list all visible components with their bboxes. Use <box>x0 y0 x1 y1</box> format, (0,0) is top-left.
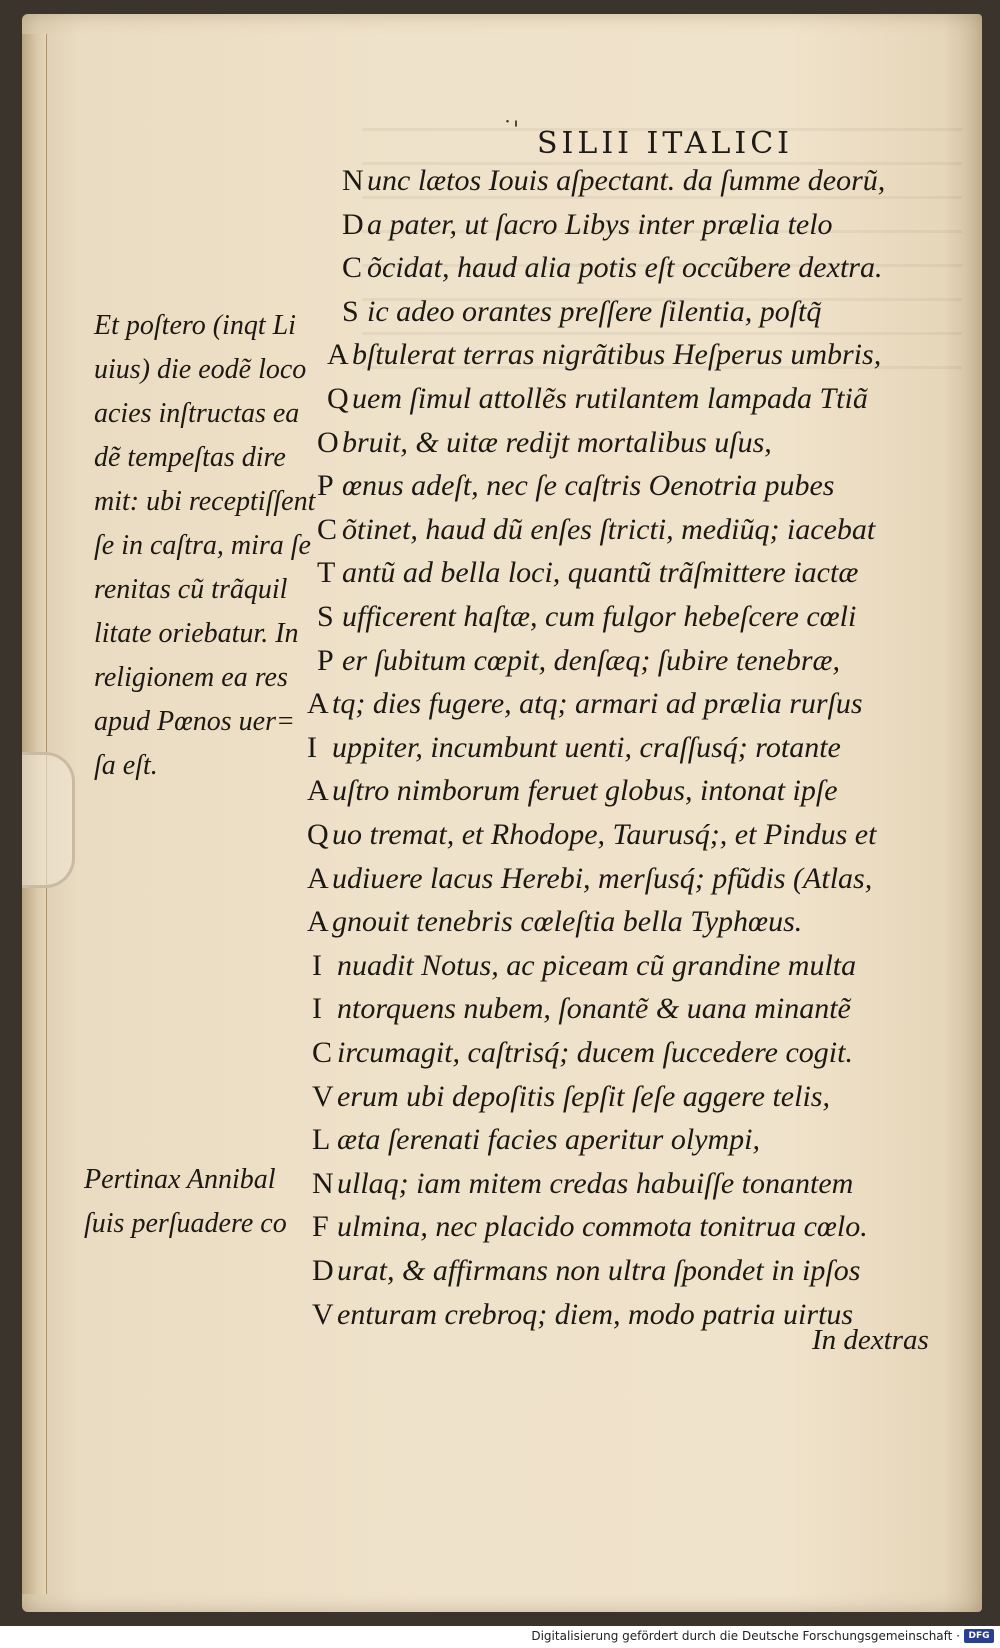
verse-text: œnus adeſt, nec ſe caſtris Oenotria pubes <box>342 469 835 503</box>
verse-text: ic adeo orantes preſſere ſilentia, poſtq̃ <box>367 294 822 328</box>
verse-text: a pater, ut ſacro Libys inter prælia telo <box>367 207 833 241</box>
verse-text: bruit, & uitæ rediјt mortalibus uſus, <box>342 425 772 459</box>
verse-line <box>317 469 834 503</box>
book-page <box>22 14 982 1612</box>
verse-text: æta ſerenati facies aperitur olympi, <box>337 1123 761 1157</box>
verse-line <box>312 949 856 983</box>
verse-line <box>312 1167 853 1201</box>
verse-line <box>342 295 821 329</box>
verse-initial: I <box>312 948 322 982</box>
verse-line <box>312 1298 853 1332</box>
verse-initial: C <box>312 1036 333 1069</box>
verse-text: uo tremat, et Rhodope, Taurusq́;, et Pindus et <box>332 818 877 851</box>
verse-text: unc lætos Iouis aſpectant. da ſumme deorũ, <box>367 164 886 197</box>
verse-initial: N <box>342 164 364 197</box>
margin-note-line: ſe in caſtra, mira ſe <box>94 530 311 561</box>
verse-text: gnouit tenebris cœleſtia bella Typhœus. <box>332 905 803 939</box>
verse-initial: S <box>342 294 359 328</box>
verse-initial: A <box>307 905 329 939</box>
dfg-logo: DFG <box>964 1629 994 1643</box>
verse-text: er ſubitum cœpit, denſæq; ſubire tenebræ, <box>342 643 841 677</box>
margin-note-line: apud Pœnos uer= <box>94 706 295 737</box>
verse-line <box>342 164 885 198</box>
margin-note-line: acies inſtructas ea <box>94 398 300 429</box>
verse-line <box>327 382 868 416</box>
verse-initial: A <box>327 338 349 372</box>
verse-initial: A <box>307 774 329 808</box>
verse-text: tq; dies fugere, atq; armari ad prælia rurſus <box>332 687 863 721</box>
margin-note-line: dẽ tempeſtas dire <box>94 442 286 473</box>
verse-line <box>312 1210 868 1244</box>
verse-initial: S <box>317 600 334 633</box>
verse-initial: I <box>312 992 322 1026</box>
verse-text: ulmina, nec placido commota tonitrua cœlo. <box>337 1210 868 1244</box>
verse-line <box>317 426 772 460</box>
verse-text: ntorquens nubem, ſonantẽ & uana minantẽ <box>337 992 851 1026</box>
verse-initial: V <box>312 1079 334 1113</box>
margin-note-line: mit: ubi receptiſſent <box>94 486 316 517</box>
verse-initial: C <box>342 251 363 285</box>
verse-line <box>312 1080 830 1114</box>
verse-line <box>342 251 882 285</box>
verse-text: enturam crebroq; diem, modo patria uirtus <box>337 1297 854 1331</box>
verse-text: õcidat, haud alia potis eſt occũbere dextra. <box>367 251 883 285</box>
verse-initial: D <box>312 1254 334 1287</box>
verse-text: nuadit Notus, ac piceam cũ grandine multa <box>337 948 857 982</box>
header-mark: ˙' <box>502 118 520 143</box>
verse-text: antũ ad bella loci, quantũ trãſmittere iactæ <box>342 556 859 590</box>
verse-initial: I <box>307 730 317 764</box>
running-title: SILII ITALICI <box>537 126 794 161</box>
margin-note-line: Pertinax Annibal <box>84 1164 276 1195</box>
verse-initial: P <box>317 643 334 677</box>
footer-credit: Digitalisierung gefördert durch die Deutsche Forschungsgemeinschaft · <box>531 1629 960 1643</box>
verse-text: ufficerent haſtæ, cum fulgor hebeſcere cœli <box>342 600 857 633</box>
verse-initial: V <box>312 1297 334 1331</box>
verse-initial: T <box>317 556 336 590</box>
catchword: In dextras <box>812 1324 929 1356</box>
verse-line <box>317 556 858 590</box>
verse-initial: F <box>312 1210 329 1244</box>
verse-line <box>312 1036 853 1070</box>
verse-line <box>312 992 851 1026</box>
verse-initial: A <box>307 687 329 721</box>
verse-line <box>307 862 872 896</box>
verse-text: ullaq; iam mitem credas habuiſſe tonantem <box>337 1166 854 1200</box>
margin-note-line: uius) die eodẽ loco <box>94 354 307 385</box>
verse-line <box>312 1123 760 1157</box>
verse-text: uem ſimul attollẽs rutilantem lampada Ttiã <box>352 382 868 415</box>
verse-initial: O <box>317 425 339 459</box>
margin-note-line: ſuis perſuadere co <box>84 1208 287 1239</box>
margin-note-line: Et poſtero (inqt Li <box>94 310 296 341</box>
verse-text: erum ubi depoſitis ſepſit ſeſe aggere telis, <box>337 1079 830 1113</box>
verse-initial: A <box>307 861 329 895</box>
verse-initial: Q <box>307 818 329 851</box>
verse-text: uſtro nimborum feruet globus, intonat ipſe <box>332 774 838 808</box>
verse-initial: N <box>312 1166 334 1200</box>
verse-line <box>317 600 856 634</box>
verse-line <box>307 818 876 852</box>
margin-note-line: ſa eſt. <box>94 750 158 781</box>
margin-note-line: litate oriebatur. In <box>94 618 299 649</box>
verse-line <box>307 905 802 939</box>
verse-initial: Q <box>327 382 349 415</box>
verse-line <box>342 208 833 242</box>
verse-line <box>317 513 875 547</box>
verse-initial: L <box>312 1123 331 1157</box>
verse-text: bſtulerat terras nigrãtibus Heſperus umbris, <box>352 338 882 372</box>
verse-text: urat, & affirmans non ultra ſpondet in ipſos <box>337 1254 861 1287</box>
margin-note-line: religionem ea res <box>94 662 288 693</box>
verse-text: uppiter, incumbunt uenti, craſſusq́; rotante <box>332 730 841 764</box>
page-clip <box>22 752 75 888</box>
verse-line <box>307 774 838 808</box>
verse-text: ircumagit, caſtrisq́; ducem ſuccedere cogit. <box>337 1036 853 1069</box>
verse-line <box>312 1254 860 1288</box>
verse-initial: P <box>317 469 334 503</box>
verse-line <box>307 687 863 721</box>
margin-note-line: renitas cũ trãquil <box>94 574 288 605</box>
verse-initial: D <box>342 207 364 241</box>
verse-line <box>307 731 841 765</box>
verse-line <box>327 338 881 372</box>
verse-text: õtinet, haud dũ enſes ſtricti, mediũq; iacebat <box>342 512 876 546</box>
verse-initial: C <box>317 512 338 546</box>
verse-line <box>317 644 840 678</box>
verse-text: udiuere lacus Herebi, merſusq́; pfũdis (Atlas, <box>332 861 873 895</box>
